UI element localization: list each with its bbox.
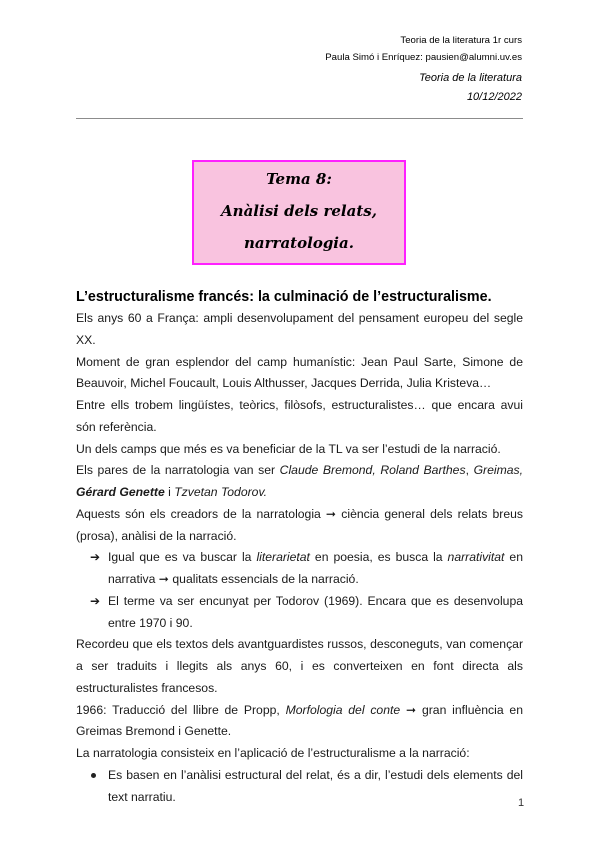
document-body [76,286,523,808]
names-italic: Claude Bremond, Roland Barthes [279,463,466,478]
arrow-icon: ➔ [90,593,101,608]
page-number: 1 [518,797,525,809]
section-heading: L’estructuralisme francés: la culminació de l’estructuralisme. [76,289,492,305]
term-narrativitat: narrativitat [447,550,505,565]
arrow-list-item [76,547,523,591]
text: i [164,485,175,499]
text: 1966: Traducció del llibre de Propp, [76,702,286,717]
name-todorov: Tzvetan Todorov. [174,485,268,499]
paragraph-founders [76,460,523,504]
paragraph: Un dels camps que més es va beneficiar de la TL va ser l’estudi de la narració. [76,441,501,456]
paragraph: Aquests són els creadors de la narratologia ➞ ciència general dels relats breus (prosa), anàlisi de la narració. [76,506,523,543]
name-genette: Gérard Genette [76,485,165,499]
paragraph: La narratologia consisteix en l’aplicació de l’estructuralisme a la narració: [76,746,470,760]
arrow-list-item [76,591,523,635]
arrow-icon: ➔ [90,550,101,565]
header-date: 10/12/2022 [466,91,522,103]
title-line-1: Tema 8: [266,170,332,188]
text: El terme va ser encunyat per Todorov (1969). Encara que es desenvolupa entre 1970 i 90. [108,593,523,630]
header-author: Paula Simó i Enríquez: pausien@alumni.uv.es [325,52,522,63]
term-literarietat: literarietat [256,550,310,565]
text: en poesia, es busca la [309,550,448,565]
text: en narrativa ➞ qualitats essencials de la narració. [108,550,523,586]
paragraph: Moment de gran esplendor del camp humanístic: Jean Paul Sarte, Simone de Beauvoir, Michel Foucault, Louis Althusser, Jacques Derrida, Julia Kristeva… [76,354,523,391]
book-title: Morfologia del conte [285,702,401,717]
bullet-icon [91,773,96,778]
header-subject: Teoria de la literatura [419,72,522,84]
header-divider [76,118,523,119]
text: , [465,463,474,478]
text: Es basen en l’anàlisi estructural del relat, és a dir, l’estudi dels elements del text narratiu. [108,767,523,804]
paragraph: Recordeu que els textos dels avantguardistes russos, desconeguts, van començar a ser traduits i llegits als anys 60, i es converteixen en font directa als estructuralistes francesos. [76,637,523,695]
text: Els pares de la narratologia van ser [76,463,280,478]
title-line-3: narratologia. [244,234,354,252]
paragraph-propp [76,700,523,744]
paragraph: Els anys 60 a França: ampli desenvolupament del pensament europeu del segle XX. [76,311,523,347]
paragraph: Entre ells trobem lingüístes, teòrics, filòsofs, estructuralistes… que encara avui són referència. [76,398,523,434]
title-line-2: Anàlisi dels relats, [221,202,377,220]
header-course: Teoria de la literatura 1r curs [400,35,522,46]
title-box [192,160,406,265]
bullet-list-item [76,765,523,809]
name-greimas: Greimas, [473,463,523,478]
text: Igual que es va buscar la [108,550,257,565]
text: ➞ gran influència en Greimas Bremond i Genette. [76,702,523,739]
